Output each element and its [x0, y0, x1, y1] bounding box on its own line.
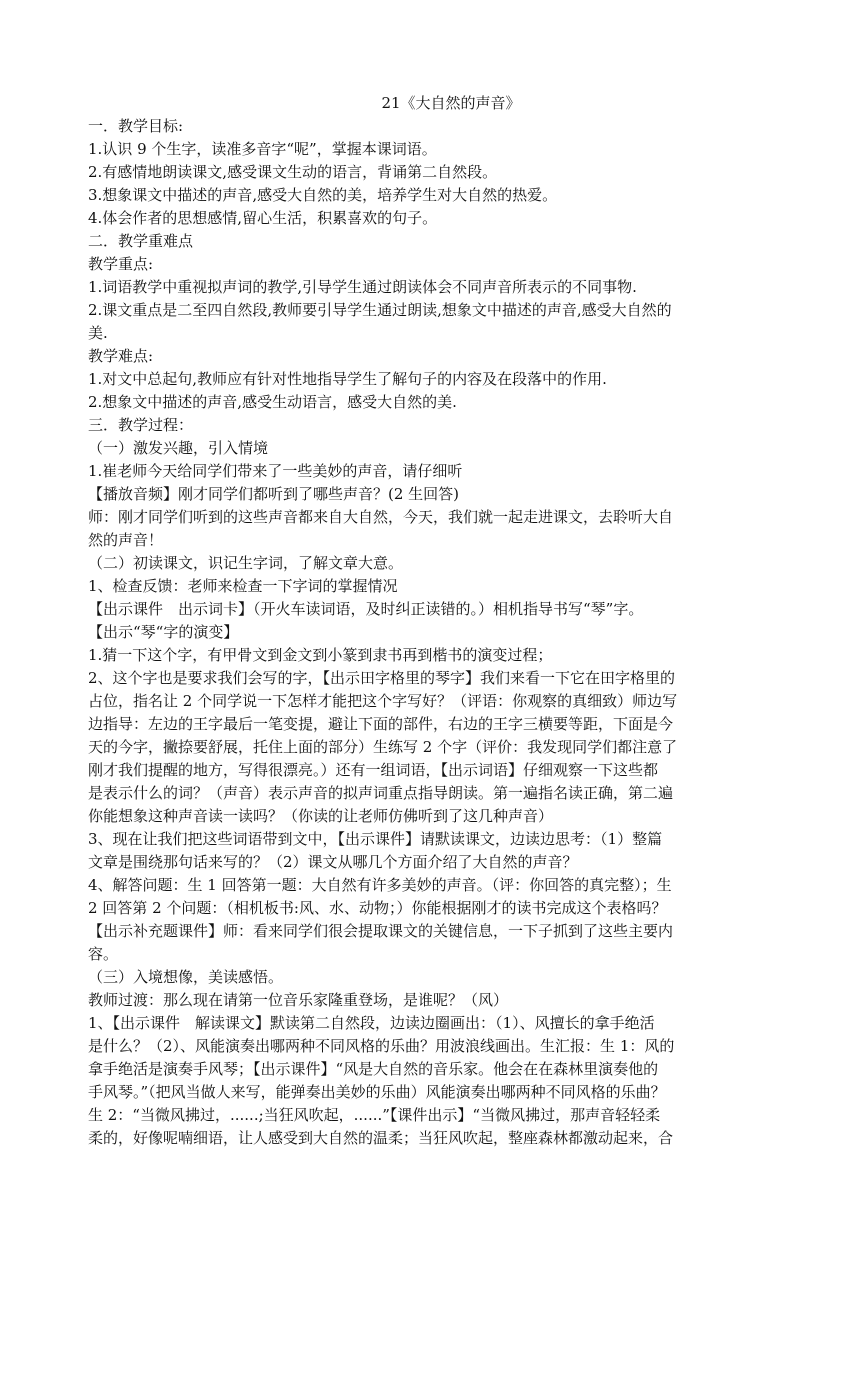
- document-title: 21《大自然的声音》: [381, 94, 521, 112]
- text-line: 刚才我们提醒的地方，写得很漂亮。）还有一组词语，【出示词语】仔细观察一下这些都: [88, 761, 659, 779]
- document-body: [88, 115, 774, 1150]
- text-line: 4、解答问题：生 1 回答第一题：大自然有许多美妙的声音。（评：你回答的真完整）；生: [88, 876, 672, 894]
- text-line: 师：刚才同学们听到的这些声音都来自大自然，今天，我们就一起走进课文，去聆听大自: [88, 508, 674, 526]
- text-line: 二．教学重难点: [88, 232, 194, 250]
- text-line: 2.有感情地朗读课文,感受课文生动的语言，背诵第二自然段。: [88, 163, 498, 181]
- text-line: 文章是围绕那句话来写的？（2）课文从哪几个方面介绍了大自然的声音？: [88, 853, 578, 871]
- text-line: 【出示“琴“字的演变】: [88, 623, 239, 641]
- text-line: 天的今字，撇捺要舒展，托住上面的部分）生练写 2 个字（评价：我发现同学们都注意了: [88, 738, 678, 756]
- text-line: 生 2：“当微风拂过，......;当狂风吹起，......”【课件出示】“当微风拂过，那声音轻轻柔: [88, 1106, 661, 1124]
- text-line: 【播放音频】刚才同学们都听到了哪些声音？(2 生回答): [88, 485, 460, 503]
- text-line: 你能想象这种声音读一读吗？（你读的让老师仿佛听到了这几种声音）: [88, 807, 554, 825]
- text-line: 1、【出示课件 解读课文】默读第二自然段，边读边圈画出：（1）、风擅长的拿手绝活: [88, 1014, 655, 1032]
- text-line: 手风琴。”（把风当做人来写，能弹奏出美妙的乐曲）风能演奏出哪两种不同风格的乐曲？: [88, 1083, 666, 1101]
- text-line: 【出示课件 出示词卡】（开火车读词语，及时纠正读错的。）相机指导书写“琴”字。: [88, 600, 644, 618]
- text-line: 3、现在让我们把这些词语带到文中，【出示课件】请默读课文，边读边思考：（1）整篇: [88, 830, 663, 848]
- text-line: 教学难点:: [88, 347, 154, 365]
- text-line: 是表示什么的词？（声音）表示声音的拟声词重点指导朗读。第一遍指名读正确，第二遍: [88, 784, 674, 802]
- text-line: 然的声音！: [88, 531, 164, 549]
- text-line: 2.想象文中描述的声音,感受生动语言，感受大自然的美.: [88, 393, 457, 411]
- text-line: 边指导：左边的王字最后一笔变提，避让下面的部件，右边的王字三横要等距，下面是今: [88, 715, 674, 733]
- text-line: 1.词语教学中重视拟声词的教学,引导学生通过朗读体会不同声音所表示的不同事物.: [88, 278, 637, 296]
- text-line: 1.崔老师今天给同学们带来了一些美妙的声音，请仔细听: [88, 462, 463, 480]
- text-line: 1、检查反馈：老师来检查一下字词的掌握情况: [88, 577, 398, 595]
- text-line: 4.体会作者的思想感情,留心生活，积累喜欢的句子。: [88, 209, 438, 227]
- text-line: 拿手绝活是演奏手风琴；【出示课件】“风是大自然的音乐家。他会在在森林里演奏他的: [88, 1060, 659, 1078]
- text-line: 是什么？（2）、风能演奏出哪两种不同风格的乐曲？用波浪线画出。生汇报：生 1：风的: [88, 1037, 675, 1055]
- text-line: 三．教学过程：: [88, 416, 194, 434]
- text-line: 柔的，好像呢喃细语，让人感受到大自然的温柔；当狂风吹起，整座森林都激动起来，合: [88, 1129, 674, 1147]
- text-line: （一）激发兴趣，引入情境: [88, 439, 269, 457]
- text-line: 3.想象课文中描述的声音,感受大自然的美，培养学生对大自然的热爱。: [88, 186, 558, 204]
- text-line: （二）初读课文，识记生字词，了解文章大意。: [88, 554, 404, 572]
- text-line: 占位，指名让 2 个同学说一下怎样才能把这个字写好？（评语：你观察的真细致）师边写: [88, 692, 678, 710]
- text-line: 教学重点:: [88, 255, 154, 273]
- text-line: 1.认识 9 个生字，读准多音字“呢”，掌握本课词语。: [88, 140, 437, 158]
- text-line: 1.猜一下这个字，有甲骨文到金文到小篆到隶书再到楷书的演变过程；: [88, 646, 553, 664]
- text-line: （三）入境想像，美读感悟。: [88, 968, 284, 986]
- text-line: 2、这个字也是要求我们会写的字，【出示田字格里的琴字】我们来看一下它在田字格里的: [88, 669, 676, 687]
- text-line: 1.对文中总起句,教师应有针对性地指导学生了解句子的内容及在段落中的作用.: [88, 370, 607, 388]
- text-line: 容。: [88, 945, 119, 963]
- text-line: 美.: [88, 324, 108, 342]
- text-line: 2 回答第 2 个问题：（相机板书:风、水、动物；）你能根据刚才的读书完成这个表格吗？: [88, 899, 667, 917]
- text-line: 一．教学目标:: [88, 117, 184, 135]
- document-page: [88, 92, 774, 1150]
- text-line: 教师过渡：那么现在请第一位音乐家隆重登场，是谁呢？（风）: [88, 991, 509, 1009]
- text-line: 2.课文重点是二至四自然段,教师要引导学生通过朗读,想象文中描述的声音,感受大自然的: [88, 301, 672, 319]
- text-line: 【出示补充题课件】师：看来同学们很会提取课文的关键信息，一下子抓到了这些主要内: [88, 922, 674, 940]
